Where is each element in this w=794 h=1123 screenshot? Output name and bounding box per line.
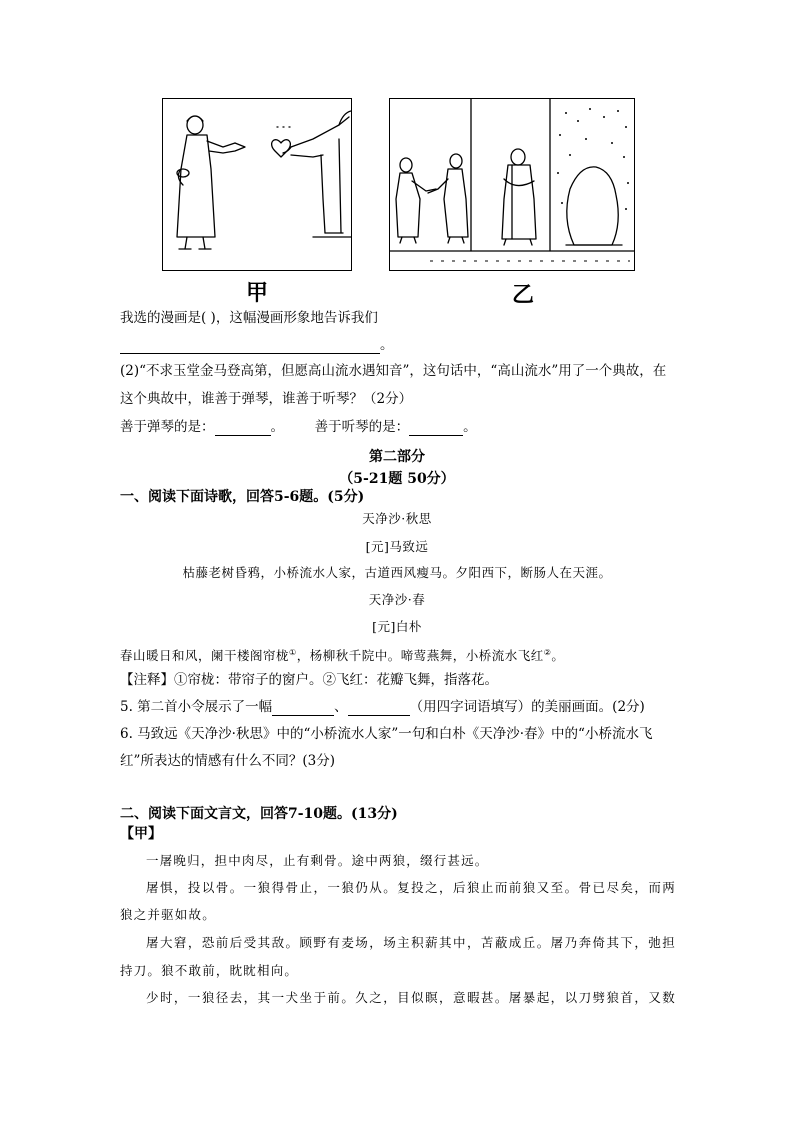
question-2-line2: 这个典故中，谁善于弹琴，谁善于听琴？（2分）	[120, 391, 413, 407]
poem2-text-part1: 春山暖日和风，阑干楼阁帘栊	[120, 648, 290, 664]
question-5	[120, 698, 645, 716]
comic-panel-jia	[162, 98, 352, 271]
poem2-text	[120, 644, 564, 665]
part-range: （5-21题 50分）	[339, 471, 455, 487]
passage-paragraph-2-line2: 狼之并驱如故。	[120, 907, 216, 922]
passage-label-jia: 【甲】	[120, 826, 162, 842]
section1-heading: 一、阅读下面诗歌，回答5-6题。(5分)	[120, 489, 365, 505]
poem2-author: [元]白朴	[372, 619, 422, 634]
comic-jia-illustration	[163, 99, 351, 270]
comic-answer-blank[interactable]	[120, 339, 380, 354]
end-mark: 。	[270, 419, 284, 435]
qin-listener-label: 善于听琴的是：	[314, 419, 410, 435]
comic-choice-prompt: 我选的漫画是( )，这幅漫画形象地告诉我们	[120, 310, 378, 326]
passage-paragraph-4-line1: 少时，一狼径去，其一犬坐于前。久之，目似瞑，意暇甚。屠暴起，以刀劈狼首，又数	[146, 990, 676, 1005]
end-mark: 。	[463, 419, 477, 435]
comic-yi-illustration	[390, 99, 634, 270]
passage-paragraph-2-line1: 屠惧，投以骨。一狼得骨止，一狼仍从。复投之，后狼止而前狼又至。骨已尽矣，而两	[146, 880, 676, 895]
poem1-author: [元]马致远	[365, 539, 429, 554]
comic-caption-yi: 乙	[512, 283, 535, 308]
qin-listener-blank[interactable]	[409, 421, 463, 436]
comic-panel-yi	[389, 98, 635, 271]
part-title: 第二部分	[369, 449, 425, 465]
qin-player-label: 善于弹琴的是：	[120, 419, 215, 435]
poem-notes: 【注释】①帘栊：带帘子的窗户。②飞红：花瓣飞舞，指落花。	[120, 672, 498, 688]
question-6-line1: 6. 马致远《天净沙·秋思》中的“小桥流水人家”一句和白朴《天净沙·春》中的“小桥流水飞	[120, 726, 653, 742]
question-5-prefix: 5. 第二首小令展示了一幅	[120, 699, 273, 715]
passage-paragraph-3-line2: 持刀。狼不敢前，眈眈相向。	[120, 963, 299, 978]
poem2-title: 天净沙·春	[368, 592, 426, 607]
poem2-text-part2: ，杨柳秋千院中。啼莺燕舞，小桥流水飞红	[296, 648, 544, 664]
question-5-suffix: （用四字词语填写）的美丽画面。(2分)	[409, 699, 645, 715]
poem2-text-part3: 。	[551, 648, 565, 664]
q5-blank-1[interactable]	[272, 701, 334, 716]
end-mark: 。	[380, 337, 394, 353]
note-marker-2: ②	[543, 648, 552, 657]
question-2-answers	[120, 418, 477, 436]
qin-player-blank[interactable]	[215, 421, 271, 436]
passage-paragraph-3-line1: 屠大窘，恐前后受其敌。顾野有麦场，场主积薪其中，苫蔽成丘。屠乃奔倚其下，弛担	[146, 935, 676, 950]
poem1-text: 枯藤老树昏鸦，小桥流水人家，古道西风瘦马。夕阳西下，断肠人在天涯。	[182, 565, 612, 580]
q5-blank-2[interactable]	[348, 701, 410, 716]
question-2-line1: (2)“不求玉堂金马登高第，但愿高山流水遇知音”，这句话中，“高山流水”用了一个典故，在	[120, 363, 667, 379]
q5-separator: 、	[334, 699, 348, 715]
poem1-title: 天净沙·秋思	[362, 511, 432, 526]
passage-paragraph-1: 一屠晚归，担中肉尽，止有剩骨。途中两狼，缀行甚远。	[146, 853, 489, 868]
comic-answer-line	[120, 336, 394, 354]
section2-heading: 二、阅读下面文言文，回答7-10题。(13分)	[120, 806, 398, 822]
note-marker-1: ①	[289, 648, 297, 657]
comic-caption-jia: 甲	[246, 281, 269, 306]
question-6-line2: 红”所表达的情感有什么不同？(3分)	[120, 753, 336, 769]
